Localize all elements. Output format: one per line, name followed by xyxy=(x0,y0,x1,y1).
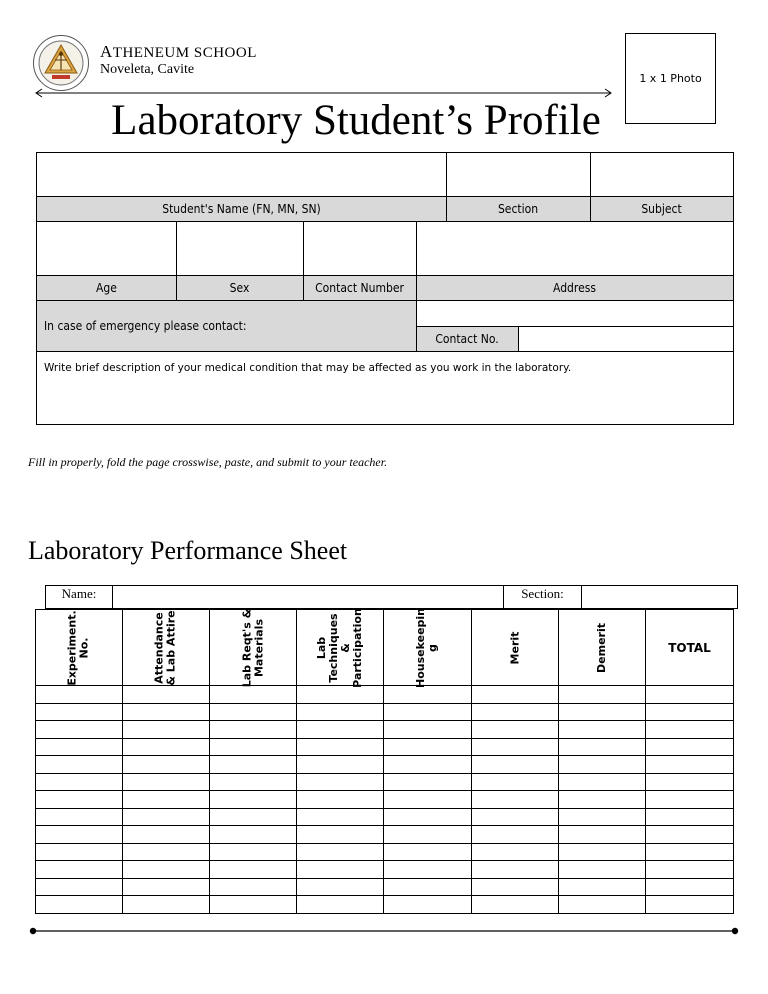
page-title: Laboratory Student’s Profile xyxy=(111,97,601,144)
column-header xyxy=(646,610,733,685)
grid-col-line xyxy=(733,609,734,914)
subject-label: Subject xyxy=(641,201,682,216)
grid-row-line xyxy=(35,808,734,809)
name-label: Name: xyxy=(61,586,97,601)
student-name-label: Student's Name (FN, MN, SN) xyxy=(162,201,321,216)
column-header-label: Housekeepin g xyxy=(414,607,440,688)
grid-row-line xyxy=(35,703,734,704)
column-header xyxy=(36,610,122,685)
grid-row-line xyxy=(35,738,734,739)
footer-divider xyxy=(28,925,740,937)
contact-no-label: Contact No. xyxy=(435,331,499,346)
photo-label: 1 x 1 Photo xyxy=(639,72,702,85)
grid-row-line xyxy=(35,773,734,774)
column-header xyxy=(559,610,645,685)
emergency-contact-label: In case of emergency please contact: xyxy=(44,318,247,333)
grid-row-line xyxy=(35,913,734,914)
column-header-label: Lab Reqt's & Materials xyxy=(239,608,265,687)
grid-row-line xyxy=(35,878,734,879)
grid-row-line xyxy=(35,790,734,791)
column-header-label: Demerit xyxy=(595,622,608,673)
column-header xyxy=(297,607,383,688)
column-header xyxy=(210,610,296,685)
school-name: ATHENEUM SCHOOL xyxy=(100,42,257,61)
school-seal-icon xyxy=(32,34,90,92)
contact-number-label: Contact Number xyxy=(315,280,404,295)
grid-row-line xyxy=(35,755,734,756)
column-header-label: Attendance & Lab Attire xyxy=(153,609,178,686)
medical-condition-label: Write brief description of your medical condition that may be affected as you work in the laboratory. xyxy=(44,362,572,374)
instruction-text: Fill in properly, fold the page crosswise, paste, and submit to your teacher. xyxy=(28,455,388,469)
grid-row-line xyxy=(35,720,734,721)
school-location: Noveleta, Cavite xyxy=(100,62,195,77)
address-label: Address xyxy=(553,280,596,295)
grid-row-line xyxy=(35,895,734,896)
name-section-bar xyxy=(45,585,738,609)
performance-sheet-title: Laboratory Performance Sheet xyxy=(28,536,348,565)
sex-label: Sex xyxy=(229,280,250,295)
column-header xyxy=(472,610,558,685)
grid-row-line xyxy=(35,825,734,826)
column-header-label: Merit xyxy=(508,631,521,664)
column-header-label: Lab Techniques & Participation xyxy=(315,607,364,688)
section-field-label: Section: xyxy=(521,586,564,601)
age-label: Age xyxy=(96,280,117,295)
grid-row-line xyxy=(35,843,734,844)
column-header xyxy=(384,607,471,688)
grid-row-line xyxy=(35,860,734,861)
column-header-label: TOTAL xyxy=(668,640,711,655)
column-header xyxy=(123,610,209,685)
section-label: Section xyxy=(497,201,539,216)
grid-row-line xyxy=(35,685,734,686)
column-header-label: Experiment. No. xyxy=(66,609,91,686)
